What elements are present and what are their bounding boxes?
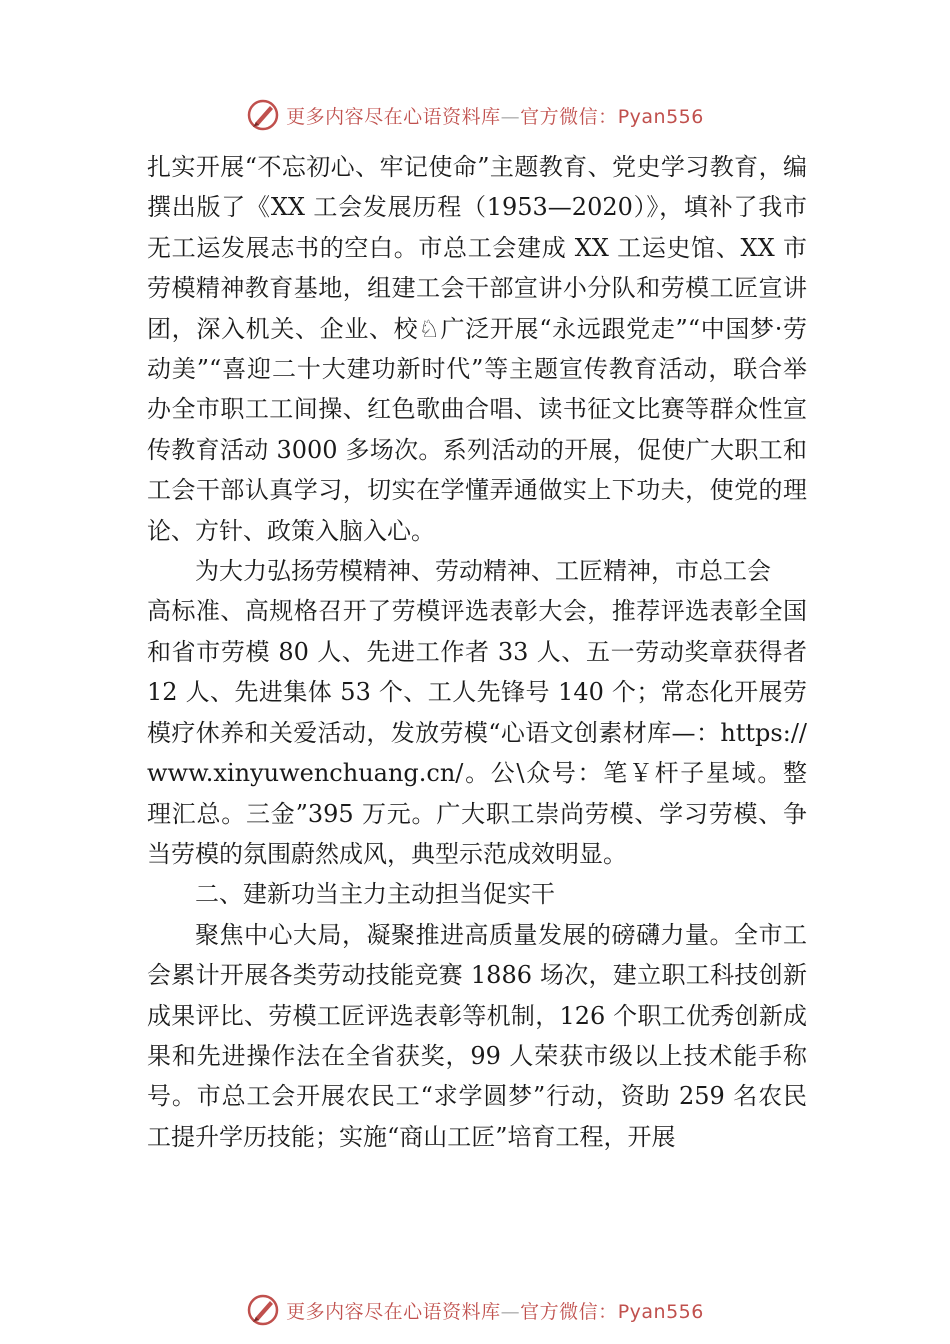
banner-text bbox=[286, 1297, 704, 1324]
banner-dash: — bbox=[500, 1300, 521, 1323]
paragraph-1: 扎实开展“不忘初心、牢记使命”主题教育、党史学习教育，编撰出版了《XX 工会发展历程（1953—2020）》，填补了我市无工运发展志书的空白。市总工会建成 XX 工运史馆、XX 市劳模精神教育基地，组建工会干部宣讲小分队和劳模工匠宣讲团，深入机关、企业、校♘广泛开展“永远跟党走”“中国梦·劳动美”“喜迎二十大建功新时代”等主题宣传教育活动，联合举办全市职工工间操、红色歌曲合唱、读书征文比赛等群众性宣传教育活动 3000 多场次。系列活动的开展，促使广大职工和工会干部认真学习，切实在学懂弄通做实上下功夫，使党的理论、方针、政策入脑入心。 bbox=[147, 153, 807, 545]
footer-banner bbox=[0, 1290, 950, 1330]
paragraph-2-first-line: 为大力弘扬劳模精神、劳动精神、工匠精神，市总工会 bbox=[195, 557, 771, 586]
banner-official-text: 官方微信： bbox=[520, 1300, 618, 1323]
pen-seal-icon bbox=[246, 1293, 280, 1327]
banner-official-text: 官方微信： bbox=[520, 105, 618, 128]
banner-text bbox=[286, 102, 704, 129]
document-body bbox=[147, 147, 815, 1157]
paragraph-2-rest: 高标准、高规格召开了劳模评选表彰大会，推荐评选表彰全国和省市劳模 80 人、先进工作者 33 人、五一劳动奖章获得者 12 人、先进集体 53 个、工人先锋号 140 个；常态化开展劳模疗休养和关爱活动，发放劳模“心语文创素材库—：https://www.xinyuwenchuang.cn/。公\众号：笔￥杆子星域。整理汇总。三金”395 万元。广大职工崇尚劳模、学习劳模、争当劳模的氛围蔚然成风，典型示范成效明显。 bbox=[147, 597, 815, 868]
pen-seal-icon bbox=[246, 98, 280, 132]
banner-handle: Pyan556 bbox=[617, 105, 704, 128]
banner-dash: — bbox=[500, 105, 521, 128]
section-heading: 二、建新功当主力主动担当促实干 bbox=[195, 880, 555, 909]
banner-handle: Pyan556 bbox=[617, 1300, 704, 1323]
paragraph-3: 聚焦中心大局，凝聚推进高质量发展的磅礴力量。全市工会累计开展各类劳动技能竞赛 1886 场次，建立职工科技创新成果评比、劳模工匠评选表彰等机制，126 个职工优秀创新成果和先进操作法在全省获奖，99 人荣获市级以上技术能手称号。市总工会开展农民工“求学圆梦”行动，资助 259 名农民工提升学历技能；实施“商山工匠”培育工程，开展 bbox=[147, 920, 807, 1151]
banner-main-text: 更多内容尽在心语资料库 bbox=[286, 105, 501, 128]
header-banner bbox=[0, 95, 950, 135]
banner-main-text: 更多内容尽在心语资料库 bbox=[286, 1300, 501, 1323]
